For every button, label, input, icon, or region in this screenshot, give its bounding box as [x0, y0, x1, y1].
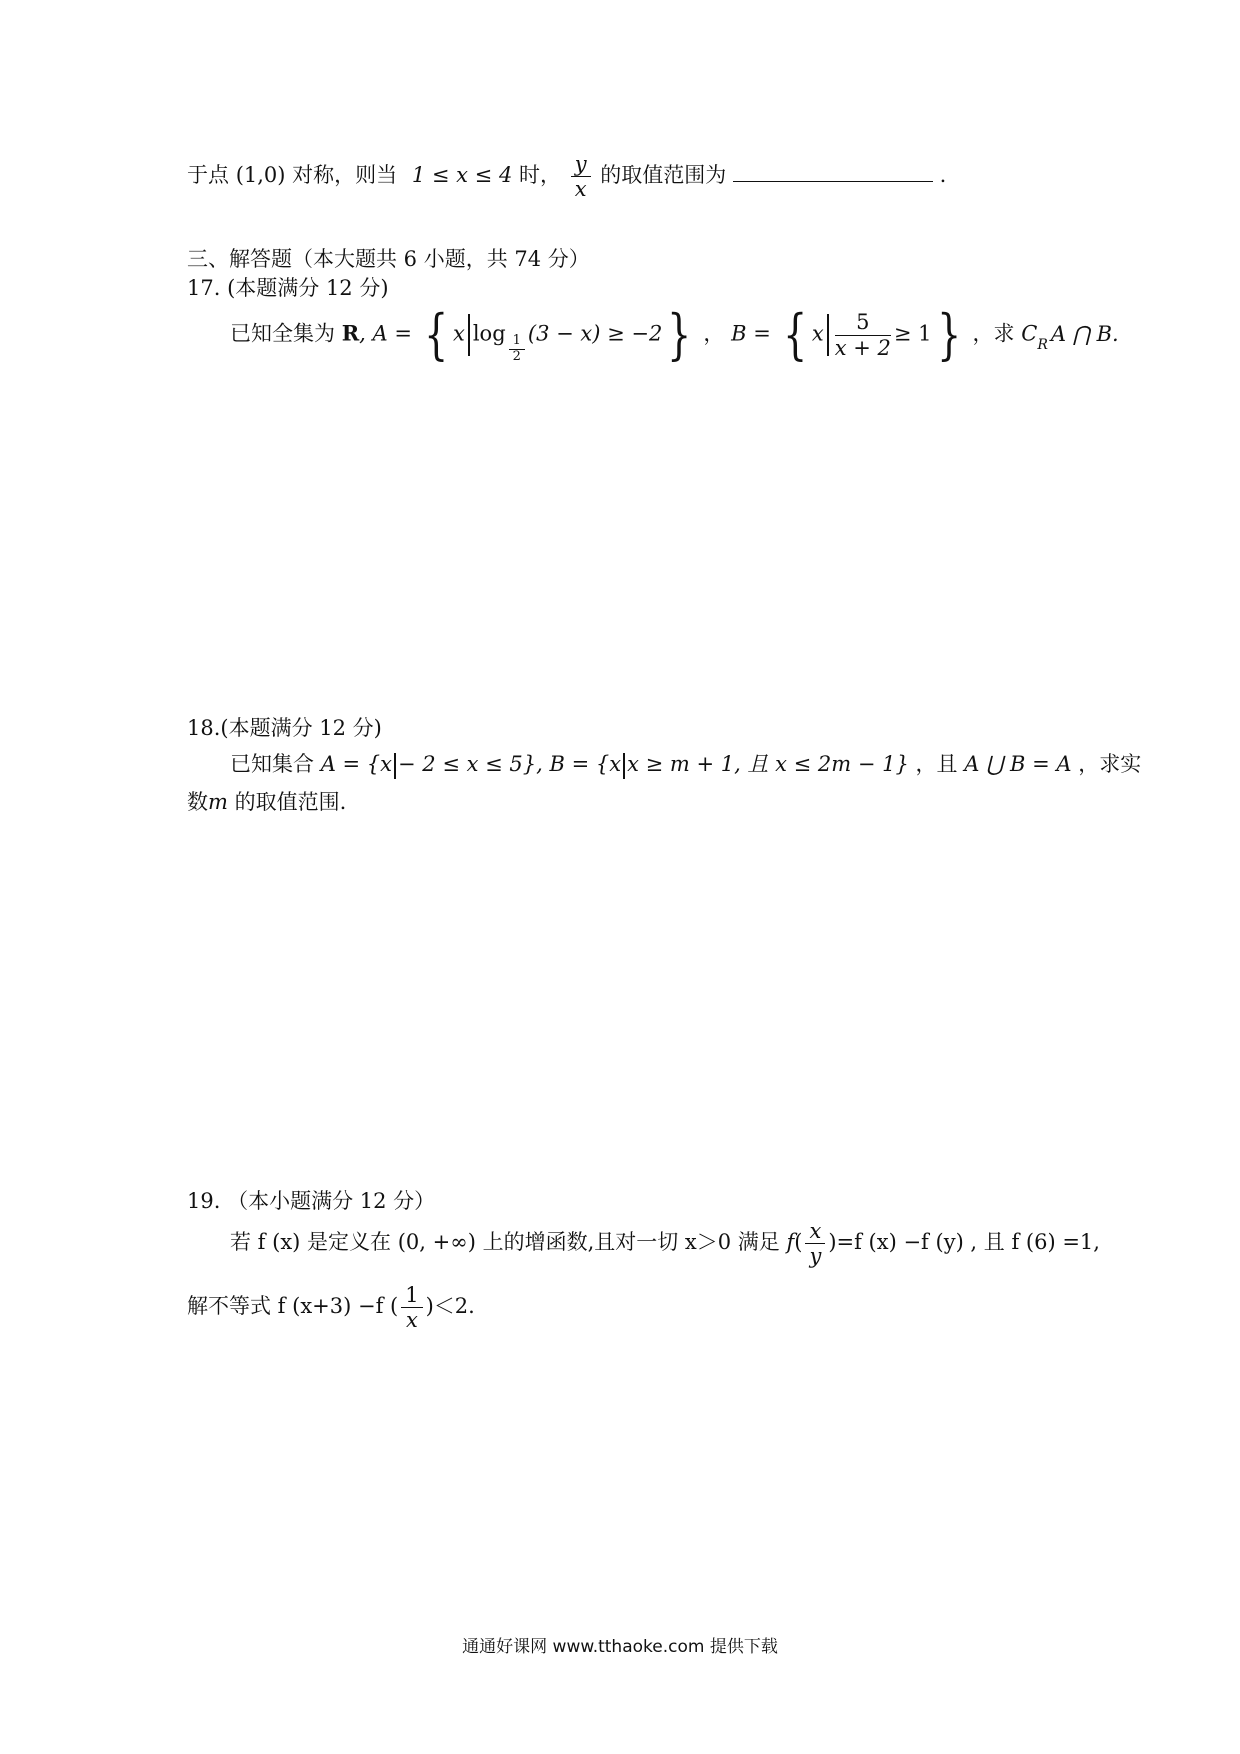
q17-left-brace-a: { — [423, 303, 448, 366]
q16-text-when: 时， — [519, 163, 562, 188]
q19-line2-post: )＜2. — [425, 1294, 475, 1319]
q19-line1-post: =f (x) −f (y) , 且 f (6) =1, — [836, 1230, 1100, 1255]
q17-setB-fraction — [835, 310, 891, 359]
q17-ask: ，求 — [972, 321, 1015, 346]
q17-lead: 已知全集为 — [230, 321, 335, 346]
q18-setB-cond: x ≥ m + 1, 且 x ≤ 2m − 1} — [627, 752, 909, 776]
q18-number: 18.(本题满分 12 分) — [187, 716, 382, 740]
q16-frac-num: y — [571, 152, 591, 177]
q18-setB: B = {x — [549, 752, 622, 776]
q17-R: R — [341, 320, 360, 346]
q17-setA-cond: (3 − x) ≥ −2 — [527, 321, 663, 346]
q18-setA: A = {x — [320, 752, 393, 776]
q17-left-brace-b: { — [782, 303, 807, 366]
q19-frac-num: x — [805, 1219, 825, 1244]
q17-sep: ， — [703, 321, 725, 346]
q19-fraction2 — [401, 1283, 422, 1332]
q17-setB-label: B = — [731, 321, 771, 346]
q16-tail-line — [187, 152, 946, 201]
q17-setA-label: , A = — [359, 321, 412, 346]
q19-line1-pre: 若 f (x) 是定义在 (0, +∞) 上的增函数,且对一切 x＞0 满足 — [230, 1230, 780, 1255]
q18-line1 — [230, 748, 1141, 779]
q16-fraction — [571, 152, 591, 201]
q17-bar-a — [468, 314, 470, 356]
q17-complement-C: C — [1021, 321, 1038, 346]
q19-line2-pre: 解不等式 f (x+3) −f ( — [187, 1294, 399, 1319]
q17-setB-den: x + 2 — [834, 335, 891, 360]
q17-log: log — [472, 321, 506, 346]
q16-point: (1,0) — [235, 163, 286, 188]
section3-heading: 三、解答题（本大题共 6 小题，共 74 分） — [187, 247, 590, 271]
q19-line2 — [187, 1283, 475, 1332]
q16-range: 1 ≤ x ≤ 4 — [411, 163, 513, 188]
q16-text-end: . — [939, 163, 947, 188]
q17-log-base-num: 1 — [509, 334, 525, 350]
q17-bar-b — [827, 314, 829, 356]
page-footer: 通通好课网 www.tthaoke.com 提供下载 — [462, 1637, 778, 1657]
q17-right-brace-a: } — [667, 303, 692, 366]
q17-setA-var: x — [452, 321, 465, 346]
q17-log-base — [509, 334, 525, 365]
q18-setA-cond: − 2 ≤ x ≤ 5}, — [398, 752, 543, 776]
q18-ask: ，求实 — [1078, 752, 1142, 776]
q16-text-pre: 于点 — [187, 163, 229, 188]
q17-setB-var: x — [811, 321, 824, 346]
q18-cond: ，且 — [915, 752, 958, 776]
q18-union: A ⋃ B = A — [964, 752, 1072, 776]
q16-frac-den: x — [574, 177, 587, 202]
q17-right-brace-b: } — [936, 303, 961, 366]
q18-bar-a — [394, 753, 396, 779]
q19-f: f — [786, 1230, 795, 1255]
q17-complement-sub: R — [1037, 336, 1048, 353]
q17-statement — [230, 303, 1119, 366]
q17-number: 17. (本题满分 12 分) — [187, 276, 389, 300]
q18-line2 — [187, 786, 346, 816]
q16-text-mid: 对称，则当 — [292, 163, 398, 188]
q17-setB-num: 5 — [835, 310, 891, 335]
q19-frac2-den: x — [406, 1308, 418, 1333]
q17-log-base-den: 2 — [512, 348, 521, 364]
q19-frac2-num: 1 — [401, 1283, 422, 1308]
q19-fraction — [805, 1219, 825, 1268]
q16-text-post: 的取值范围为 — [600, 163, 727, 188]
q18-bar-b — [623, 753, 625, 779]
q19-frac-den: y — [809, 1244, 822, 1269]
q18-line2-post: 的取值范围. — [234, 790, 347, 814]
q18-lead: 已知集合 — [230, 752, 314, 776]
q16-answer-blank — [733, 161, 933, 182]
q19-line1: 若 f (x) 是定义在 (0, +∞) 上的增函数,且对一切 x＞0 满足 f( $\frac{x}{y}$ )=f (x) −f (y) , 且 f (6) =1, — [230, 1219, 1100, 1269]
q18-line2-pre: 数 — [187, 790, 208, 814]
q17-setB-cond: ≥ 1 — [893, 321, 932, 346]
q18-line2-var: m — [208, 790, 228, 814]
q17-ask-expr: A ⋂ B. — [1050, 321, 1119, 346]
q19-number: 19. （本小题满分 12 分） — [187, 1189, 436, 1213]
